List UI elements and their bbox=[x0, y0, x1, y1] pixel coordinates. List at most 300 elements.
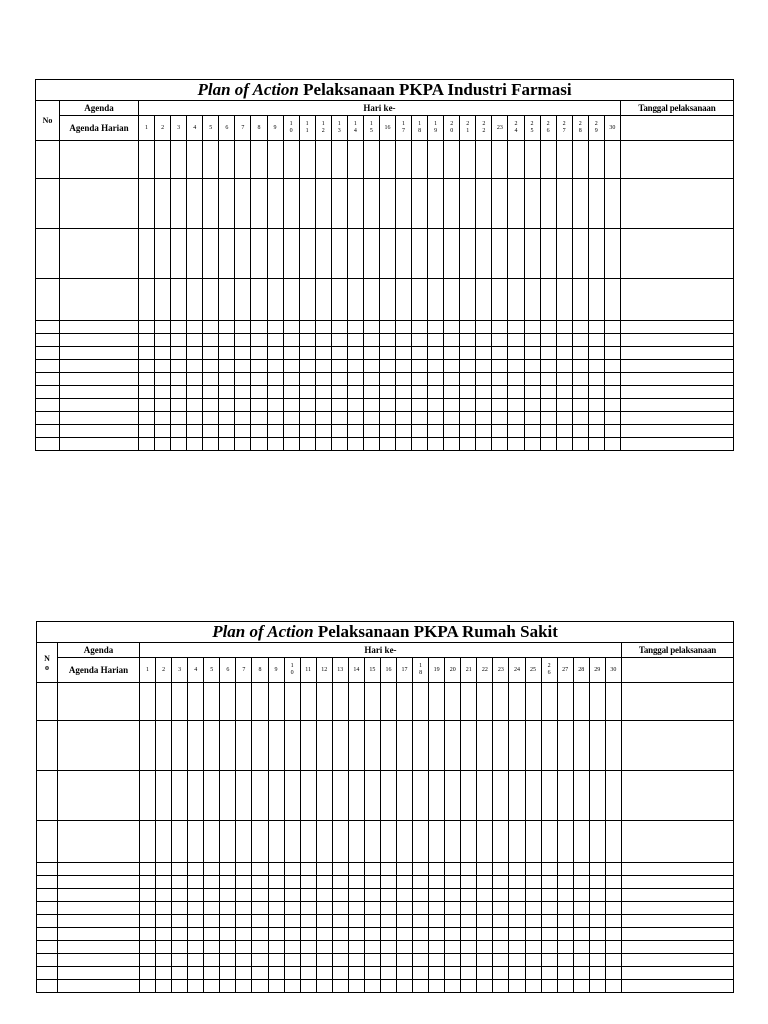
no-cell bbox=[36, 412, 60, 425]
day-cell bbox=[140, 771, 156, 821]
day-cell bbox=[267, 321, 283, 334]
day-number-9: 9 bbox=[267, 116, 283, 141]
day-cell bbox=[412, 179, 428, 229]
day-cell bbox=[172, 771, 188, 821]
day-cell bbox=[413, 683, 429, 721]
day-cell bbox=[219, 438, 235, 451]
day-cell bbox=[364, 915, 380, 928]
day-cell bbox=[508, 425, 524, 438]
day-cell bbox=[541, 967, 557, 980]
day-cell bbox=[364, 876, 380, 889]
day-cell bbox=[284, 821, 300, 863]
day-cell bbox=[508, 412, 524, 425]
table-row bbox=[36, 412, 734, 425]
day-cell bbox=[460, 425, 476, 438]
day-cell bbox=[268, 967, 284, 980]
day-cell bbox=[525, 721, 541, 771]
day-cell bbox=[252, 889, 268, 902]
agenda-cell bbox=[60, 386, 139, 399]
day-cell bbox=[588, 412, 604, 425]
day-cell bbox=[461, 683, 477, 721]
day-cell bbox=[380, 902, 396, 915]
no-cell bbox=[36, 141, 60, 179]
day-cell bbox=[572, 179, 588, 229]
day-cell bbox=[604, 412, 620, 425]
day-cell bbox=[604, 347, 620, 360]
day-cell bbox=[155, 179, 171, 229]
day-cell bbox=[492, 347, 508, 360]
day-cell bbox=[283, 360, 299, 373]
day-cell bbox=[251, 373, 267, 386]
day-cell bbox=[315, 141, 331, 179]
day-cell bbox=[509, 928, 525, 941]
table-row bbox=[36, 179, 734, 229]
day-cell bbox=[315, 321, 331, 334]
agenda-cell bbox=[60, 360, 139, 373]
day-cell bbox=[428, 334, 444, 347]
day-cell bbox=[348, 863, 364, 876]
day-cell bbox=[460, 141, 476, 179]
day-number-15: 15 bbox=[364, 658, 380, 683]
day-cell bbox=[363, 179, 379, 229]
agenda-cell bbox=[60, 412, 139, 425]
day-cell bbox=[541, 771, 557, 821]
tanggal-cell bbox=[621, 954, 733, 967]
poa-industri-farmasi-sheet bbox=[35, 79, 733, 451]
day-cell bbox=[219, 373, 235, 386]
day-cell bbox=[477, 928, 493, 941]
day-cell bbox=[509, 980, 525, 993]
day-cell bbox=[283, 438, 299, 451]
no-cell bbox=[36, 399, 60, 412]
day-cell bbox=[508, 373, 524, 386]
day-cell bbox=[331, 321, 347, 334]
day-cell bbox=[188, 771, 204, 821]
day-cell bbox=[412, 229, 428, 279]
day-cell bbox=[156, 967, 172, 980]
agenda-cell bbox=[58, 876, 140, 889]
table-row bbox=[36, 438, 734, 451]
day-cell bbox=[300, 863, 316, 876]
day-cell bbox=[203, 386, 219, 399]
day-cell bbox=[187, 334, 203, 347]
day-cell bbox=[268, 954, 284, 967]
day-cell bbox=[573, 683, 589, 721]
table-title bbox=[36, 80, 734, 101]
tanggal-cell bbox=[621, 863, 733, 876]
day-cell bbox=[508, 229, 524, 279]
day-cell bbox=[267, 279, 283, 321]
day-cell bbox=[251, 321, 267, 334]
day-cell bbox=[283, 334, 299, 347]
table-row bbox=[36, 141, 734, 179]
agenda-cell bbox=[60, 321, 139, 334]
day-cell bbox=[379, 334, 395, 347]
day-cell bbox=[236, 928, 252, 941]
day-cell bbox=[429, 771, 445, 821]
day-cell bbox=[155, 438, 171, 451]
day-cell bbox=[413, 863, 429, 876]
day-cell bbox=[316, 863, 332, 876]
day-number-2: 2 bbox=[156, 658, 172, 683]
day-cell bbox=[156, 721, 172, 771]
day-cell bbox=[476, 386, 492, 399]
day-number-8: 8 bbox=[252, 658, 268, 683]
day-number-14: 1 4 bbox=[347, 116, 363, 141]
day-cell bbox=[413, 889, 429, 902]
day-cell bbox=[428, 412, 444, 425]
day-cell bbox=[540, 321, 556, 334]
day-cell bbox=[348, 771, 364, 821]
plan-of-action-table bbox=[36, 621, 734, 993]
agenda-cell bbox=[60, 229, 139, 279]
day-cell bbox=[445, 889, 461, 902]
day-cell bbox=[572, 360, 588, 373]
day-cell bbox=[347, 279, 363, 321]
day-cell bbox=[236, 915, 252, 928]
day-cell bbox=[476, 321, 492, 334]
day-cell bbox=[283, 141, 299, 179]
day-cell bbox=[604, 179, 620, 229]
day-cell bbox=[331, 179, 347, 229]
day-cell bbox=[171, 179, 187, 229]
day-cell bbox=[444, 179, 460, 229]
day-cell bbox=[428, 321, 444, 334]
day-cell bbox=[300, 821, 316, 863]
day-number-22: 22 bbox=[477, 658, 493, 683]
day-cell bbox=[140, 915, 156, 928]
day-cell bbox=[493, 876, 509, 889]
day-cell bbox=[299, 334, 315, 347]
day-cell bbox=[347, 141, 363, 179]
day-cell bbox=[155, 347, 171, 360]
agenda-cell bbox=[60, 179, 139, 229]
day-cell bbox=[139, 412, 155, 425]
day-number-23: 23 bbox=[493, 658, 509, 683]
day-cell bbox=[445, 967, 461, 980]
day-cell bbox=[541, 889, 557, 902]
day-cell bbox=[525, 876, 541, 889]
day-cell bbox=[413, 941, 429, 954]
day-number-29: 2 9 bbox=[588, 116, 604, 141]
day-cell bbox=[573, 863, 589, 876]
table-row bbox=[37, 683, 734, 721]
day-number-21: 21 bbox=[461, 658, 477, 683]
day-cell bbox=[476, 334, 492, 347]
day-cell bbox=[572, 229, 588, 279]
day-cell bbox=[509, 863, 525, 876]
day-cell bbox=[444, 438, 460, 451]
day-number-18: 1 8 bbox=[412, 116, 428, 141]
day-cell bbox=[347, 373, 363, 386]
day-cell bbox=[251, 425, 267, 438]
day-cell bbox=[460, 412, 476, 425]
tanggal-cell bbox=[621, 941, 733, 954]
no-cell bbox=[36, 179, 60, 229]
day-cell bbox=[477, 721, 493, 771]
day-cell bbox=[380, 915, 396, 928]
day-cell bbox=[573, 980, 589, 993]
day-cell bbox=[203, 412, 219, 425]
tanggal-cell bbox=[621, 821, 733, 863]
day-cell bbox=[429, 967, 445, 980]
day-cell bbox=[300, 683, 316, 721]
day-cell bbox=[525, 821, 541, 863]
day-cell bbox=[364, 821, 380, 863]
day-cell bbox=[204, 954, 220, 967]
day-cell bbox=[557, 889, 573, 902]
day-cell bbox=[508, 141, 524, 179]
tanggal-cell bbox=[620, 179, 733, 229]
day-cell bbox=[187, 438, 203, 451]
day-cell bbox=[541, 980, 557, 993]
day-cell bbox=[348, 967, 364, 980]
day-cell bbox=[172, 915, 188, 928]
day-cell bbox=[557, 928, 573, 941]
day-cell bbox=[509, 683, 525, 721]
plan-of-action-table bbox=[35, 79, 734, 451]
day-number-26: 2 6 bbox=[540, 116, 556, 141]
day-cell bbox=[396, 179, 412, 229]
day-cell bbox=[379, 141, 395, 179]
day-cell bbox=[156, 928, 172, 941]
day-cell bbox=[252, 967, 268, 980]
day-cell bbox=[556, 347, 572, 360]
day-number-24: 24 bbox=[509, 658, 525, 683]
day-cell bbox=[589, 771, 605, 821]
day-cell bbox=[493, 902, 509, 915]
day-cell bbox=[429, 954, 445, 967]
day-cell bbox=[588, 373, 604, 386]
tanggal-cell bbox=[620, 229, 733, 279]
day-cell bbox=[557, 941, 573, 954]
agenda-cell bbox=[58, 941, 140, 954]
no-cell bbox=[36, 229, 60, 279]
day-cell bbox=[573, 928, 589, 941]
day-cell bbox=[572, 334, 588, 347]
day-cell bbox=[492, 141, 508, 179]
day-cell bbox=[252, 683, 268, 721]
day-cell bbox=[509, 821, 525, 863]
agenda-header: Agenda bbox=[58, 643, 140, 658]
day-cell bbox=[429, 915, 445, 928]
day-cell bbox=[589, 821, 605, 863]
day-cell bbox=[188, 889, 204, 902]
day-cell bbox=[220, 941, 236, 954]
day-cell bbox=[557, 721, 573, 771]
day-cell bbox=[203, 360, 219, 373]
day-number-5: 5 bbox=[203, 116, 219, 141]
day-cell bbox=[589, 876, 605, 889]
day-number-13: 1 3 bbox=[331, 116, 347, 141]
day-cell bbox=[588, 438, 604, 451]
day-cell bbox=[492, 279, 508, 321]
day-cell bbox=[363, 360, 379, 373]
day-cell bbox=[251, 279, 267, 321]
day-cell bbox=[171, 425, 187, 438]
day-cell bbox=[283, 373, 299, 386]
day-cell bbox=[556, 399, 572, 412]
day-cell bbox=[299, 373, 315, 386]
day-cell bbox=[348, 902, 364, 915]
day-cell bbox=[541, 902, 557, 915]
day-cell bbox=[573, 941, 589, 954]
day-cell bbox=[413, 967, 429, 980]
day-cell bbox=[509, 967, 525, 980]
day-cell bbox=[363, 373, 379, 386]
day-cell bbox=[461, 821, 477, 863]
day-cell bbox=[413, 980, 429, 993]
day-cell bbox=[235, 279, 251, 321]
day-cell bbox=[492, 412, 508, 425]
day-cell bbox=[413, 902, 429, 915]
day-cell bbox=[492, 179, 508, 229]
day-cell bbox=[605, 771, 621, 821]
day-cell bbox=[252, 721, 268, 771]
no-header bbox=[37, 643, 58, 683]
day-cell bbox=[316, 771, 332, 821]
day-cell bbox=[428, 399, 444, 412]
day-cell bbox=[300, 771, 316, 821]
no-cell bbox=[36, 334, 60, 347]
day-number-12: 1 2 bbox=[315, 116, 331, 141]
day-cell bbox=[380, 889, 396, 902]
day-cell bbox=[219, 386, 235, 399]
day-cell bbox=[268, 876, 284, 889]
day-cell bbox=[187, 373, 203, 386]
day-cell bbox=[379, 373, 395, 386]
day-cell bbox=[235, 425, 251, 438]
day-cell bbox=[220, 771, 236, 821]
day-cell bbox=[379, 438, 395, 451]
day-cell bbox=[220, 863, 236, 876]
day-cell bbox=[187, 321, 203, 334]
day-cell bbox=[156, 915, 172, 928]
day-cell bbox=[139, 386, 155, 399]
day-cell bbox=[589, 721, 605, 771]
day-cell bbox=[172, 928, 188, 941]
day-cell bbox=[604, 279, 620, 321]
day-cell bbox=[219, 360, 235, 373]
day-cell bbox=[187, 412, 203, 425]
day-cell bbox=[299, 141, 315, 179]
day-cell bbox=[557, 980, 573, 993]
agenda-cell bbox=[60, 373, 139, 386]
day-cell bbox=[331, 347, 347, 360]
day-cell bbox=[379, 229, 395, 279]
tanggal-cell bbox=[620, 412, 733, 425]
tanggal-cell bbox=[621, 980, 733, 993]
day-number-3: 3 bbox=[172, 658, 188, 683]
day-cell bbox=[283, 412, 299, 425]
day-cell bbox=[284, 954, 300, 967]
day-cell bbox=[556, 360, 572, 373]
day-cell bbox=[540, 334, 556, 347]
day-cell bbox=[140, 954, 156, 967]
day-cell bbox=[477, 915, 493, 928]
day-cell bbox=[155, 386, 171, 399]
day-cell bbox=[379, 412, 395, 425]
day-cell bbox=[556, 373, 572, 386]
day-cell bbox=[316, 928, 332, 941]
day-cell bbox=[573, 876, 589, 889]
table-row bbox=[37, 863, 734, 876]
day-cell bbox=[461, 721, 477, 771]
day-cell bbox=[461, 915, 477, 928]
day-cell bbox=[315, 279, 331, 321]
day-cell bbox=[203, 229, 219, 279]
day-cell bbox=[300, 980, 316, 993]
day-cell bbox=[396, 321, 412, 334]
day-cell bbox=[572, 347, 588, 360]
day-cell bbox=[460, 179, 476, 229]
day-cell bbox=[300, 967, 316, 980]
day-cell bbox=[284, 902, 300, 915]
day-cell bbox=[379, 279, 395, 321]
day-cell bbox=[347, 321, 363, 334]
day-cell bbox=[396, 334, 412, 347]
day-cell bbox=[219, 412, 235, 425]
day-cell bbox=[363, 334, 379, 347]
day-cell bbox=[139, 334, 155, 347]
day-cell bbox=[331, 279, 347, 321]
day-cell bbox=[172, 863, 188, 876]
hari-ke-header: Hari ke- bbox=[140, 643, 622, 658]
day-cell bbox=[397, 821, 413, 863]
day-cell bbox=[605, 967, 621, 980]
no-cell bbox=[36, 321, 60, 334]
day-number-16: 16 bbox=[380, 658, 396, 683]
day-number-3: 3 bbox=[171, 116, 187, 141]
day-cell bbox=[396, 399, 412, 412]
day-cell bbox=[605, 876, 621, 889]
table-row bbox=[36, 425, 734, 438]
day-cell bbox=[171, 279, 187, 321]
day-cell bbox=[187, 360, 203, 373]
day-number-16: 16 bbox=[379, 116, 395, 141]
day-cell bbox=[139, 179, 155, 229]
no-cell bbox=[36, 279, 60, 321]
table-row bbox=[37, 771, 734, 821]
day-cell bbox=[139, 229, 155, 279]
agenda-cell bbox=[58, 915, 140, 928]
day-cell bbox=[397, 915, 413, 928]
day-cell bbox=[219, 141, 235, 179]
day-cell bbox=[525, 954, 541, 967]
day-cell bbox=[219, 321, 235, 334]
day-cell bbox=[316, 889, 332, 902]
day-number-1: 1 bbox=[139, 116, 155, 141]
day-cell bbox=[444, 334, 460, 347]
day-cell bbox=[171, 334, 187, 347]
day-cell bbox=[268, 863, 284, 876]
day-cell bbox=[188, 980, 204, 993]
day-cell bbox=[429, 683, 445, 721]
day-cell bbox=[220, 876, 236, 889]
agenda-cell bbox=[58, 863, 140, 876]
day-cell bbox=[172, 954, 188, 967]
day-cell bbox=[412, 141, 428, 179]
day-cell bbox=[204, 821, 220, 863]
day-number-11: 11 bbox=[300, 658, 316, 683]
day-cell bbox=[476, 347, 492, 360]
day-cell bbox=[493, 889, 509, 902]
tanggal-cell bbox=[620, 399, 733, 412]
day-cell bbox=[284, 863, 300, 876]
day-number-14: 14 bbox=[348, 658, 364, 683]
day-cell bbox=[380, 821, 396, 863]
day-cell bbox=[476, 438, 492, 451]
